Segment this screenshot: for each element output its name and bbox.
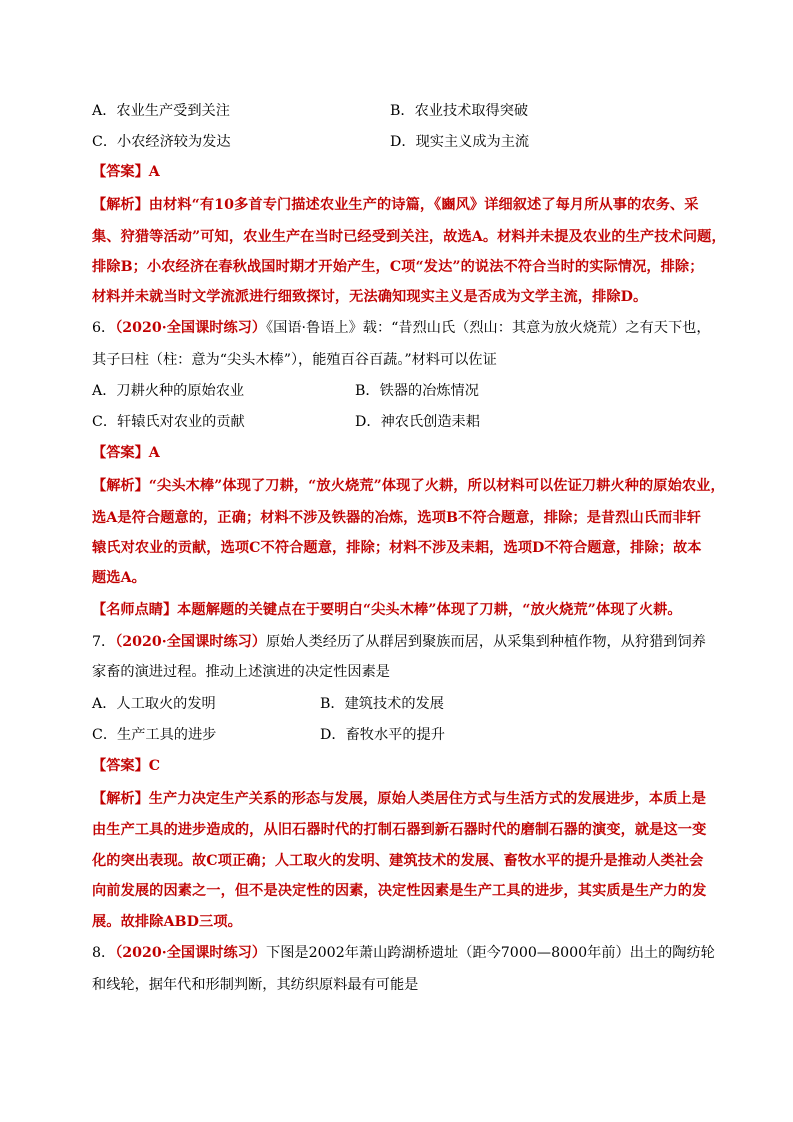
question-number: 7． (92, 634, 116, 650)
q7-answer (92, 756, 160, 776)
q6-analysis-line (92, 476, 725, 496)
q5-answer (92, 162, 160, 182)
q7-option-b: B．建筑技术的发展 (320, 696, 444, 712)
q7-stem-continued: 家畜的演进过程。推动上述演进的决定性因素是 (92, 664, 390, 680)
q6-option-d: D．神农氏创造耒耜 (355, 414, 480, 430)
q5-analysis-line: 材料并未就当时文学流派进行细致探讨，无法确知现实主义是否成为文学主流，排除D。 (92, 289, 648, 305)
question-stem-text: 原始人类经历了从群居到聚族而居，从采集到种植作物，从狩猎到饲养 (266, 634, 706, 650)
q5-analysis-line: 排除B；小农经济在春秋战国时期才开始产生，C项“发达”的说法不符合当时的实际情况，排除； (92, 259, 704, 275)
analysis-tag: 【解析】 (92, 791, 149, 807)
q6-teacher-tip (92, 600, 682, 620)
q7-analysis-line (92, 789, 706, 809)
analysis-text: “尖头木棒”体现了刀耕，“放火烧荒”体现了火耕，所以材料可以佐证刀耕火种的原始农业， (148, 478, 725, 494)
answer-value: A (148, 164, 160, 180)
q8-stem (92, 943, 715, 963)
q7-option-d: D．畜牧水平的提升 (320, 727, 445, 743)
tip-text: 本题解题的关键点在于要明白“尖头木棒”体现了刀耕，“放火烧荒”体现了火耕。 (177, 602, 682, 618)
question-source: （2020·全国课时练习） (115, 320, 267, 336)
q5-option-d: D．现实主义成为主流 (390, 134, 530, 150)
tip-tag: 【名师点睛】 (92, 602, 178, 618)
question-stem-text: 下图是2002年萧山跨湖桥遗址（距今7000—8000年前）出土的陶纺轮 (266, 945, 715, 961)
answer-tag: 【答案】 (92, 758, 149, 774)
q6-stem (92, 318, 711, 338)
analysis-text: 生产力决定生产关系的形态与发展，原始人类居住方式与生活方式的发展进步，本质上是 (148, 791, 706, 807)
answer-tag: 【答案】 (92, 164, 149, 180)
q6-analysis-line: 题选A。 (92, 570, 146, 586)
q5-option-c: C．小农经济较为发达 (92, 134, 231, 150)
q6-analysis-line: 选A是符合题意的，正确；材料不涉及铁器的冶炼，选项B不符合题意，排除；是昔烈山氏而非轩 (92, 510, 701, 526)
answer-value: C (148, 758, 161, 774)
answer-value: A (148, 445, 160, 461)
analysis-tag: 【解析】 (92, 197, 149, 213)
q5-analysis-line: 集、狩猎等活动”可知，农业生产在当时已经受到关注，故选A。材料并未提及农业的生产技术问题， (92, 229, 726, 245)
q6-option-a: A．刀耕火种的原始农业 (92, 383, 245, 399)
q7-analysis-line: 展。故排除ABD三项。 (92, 914, 242, 930)
question-number: 6． (92, 320, 116, 336)
analysis-tag: 【解析】 (92, 478, 149, 494)
q7-stem (92, 632, 706, 652)
question-stem-text: 《国语·鲁语上》载：“昔烈山氏（烈山：其意为放火烧荒）之有天下也， (266, 320, 711, 336)
q7-option-c: C．生产工具的进步 (92, 727, 217, 743)
q7-option-a: A．人工取火的发明 (92, 696, 216, 712)
answer-tag: 【答案】 (92, 445, 149, 461)
question-number: 8． (92, 945, 116, 961)
q6-stem-continued: 其子曰柱（柱：意为“尖头木棒”），能殖百谷百蔬。”材料可以佐证 (92, 352, 497, 368)
question-source: （2020·全国课时练习） (115, 945, 267, 961)
q7-analysis-line: 由生产工具的进步造成的，从旧石器时代的打制石器到新石器时代的磨制石器的演变，就是这一变 (92, 822, 707, 838)
q6-option-b: B．铁器的冶炼情况 (355, 383, 479, 399)
q8-stem-continued: 和线轮，据年代和形制判断，其纺织原料最有可能是 (92, 977, 419, 993)
q6-analysis-line: 辕氏对农业的贡献，选项C不符合题意，排除；材料不涉及耒耜，选项D不符合题意，排除；故本 (92, 540, 702, 556)
q6-option-c: C．轩辕氏对农业的贡献 (92, 414, 245, 430)
q5-analysis-line (92, 195, 699, 215)
analysis-text: 由材料“有10多首专门描述农业生产的诗篇，《豳风》详细叙述了每月所从事的农务、采 (148, 197, 699, 213)
q7-analysis-line: 化的突出表现。故C项正确；人工取火的发明、建筑技术的发展、畜牧水平的提升是推动人类社会 (92, 853, 704, 869)
question-source: （2020·全国课时练习） (115, 634, 267, 650)
q7-analysis-line: 向前发展的因素之一，但不是决定性的因素，决定性因素是生产工具的进步，其实质是生产力的发 (92, 883, 707, 899)
q6-answer (92, 443, 160, 463)
q5-option-b: B．农业技术取得突破 (390, 103, 529, 119)
q5-option-a: A．农业生产受到关注 (92, 103, 230, 119)
